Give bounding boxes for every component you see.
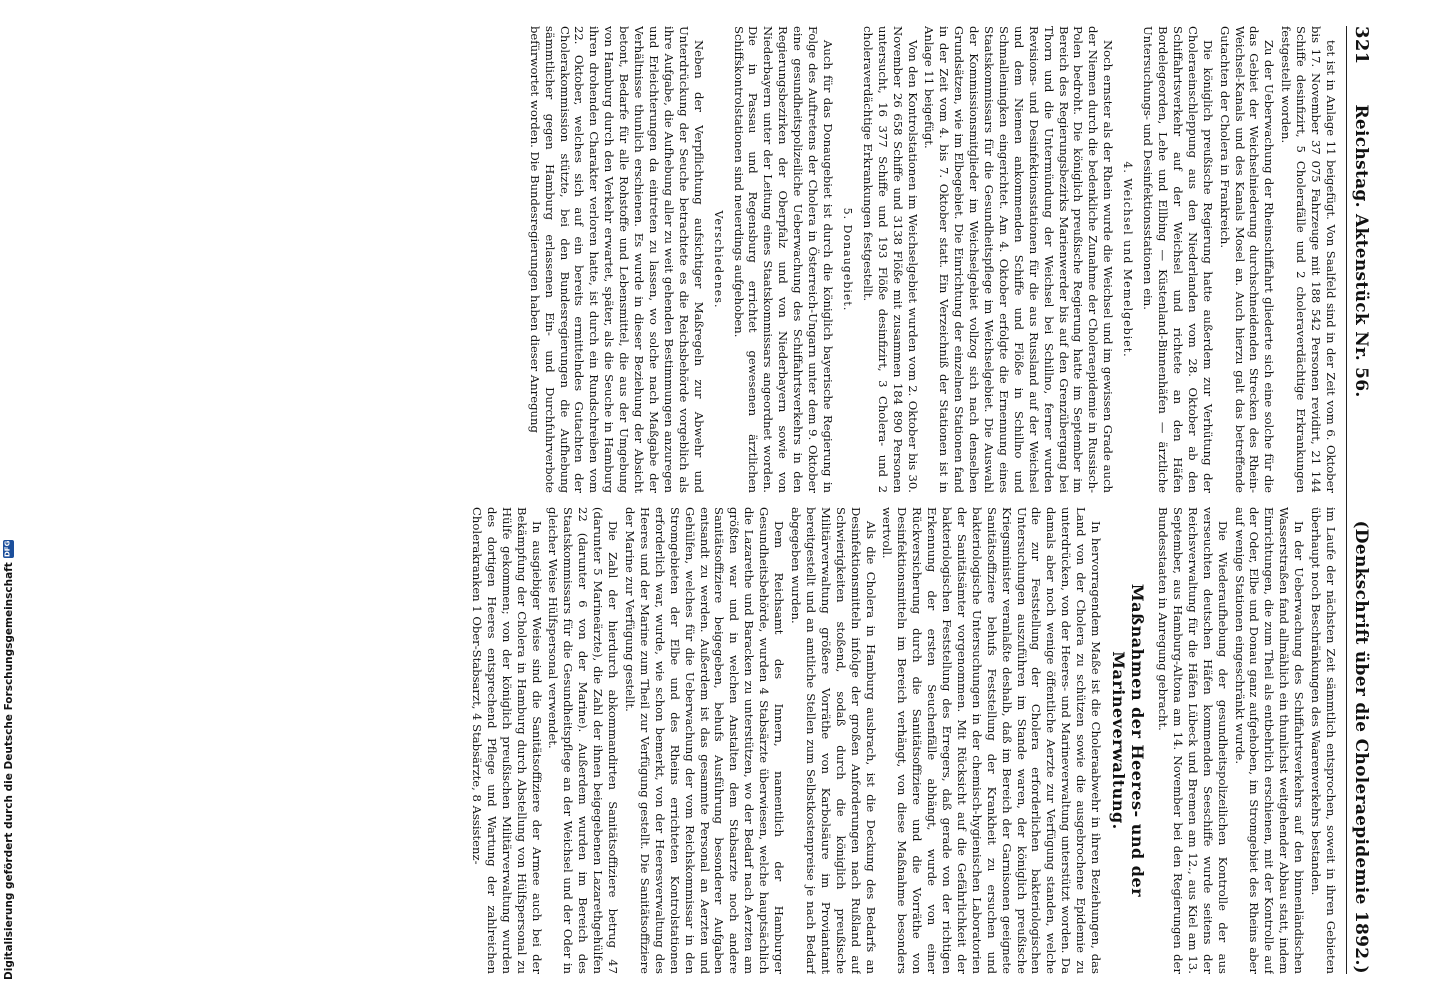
paragraph: Auch für das Donaugebiet ist durch die königlich bayerische Regierung in Folge des Auftretens der Cholera in Österreich-Ungarn unter dem 9. Oktober eine gesundheitspolizeiliche Ueberwachung des Schiffahrtsverkehrs in den Regierungsbezirken der Oberpfalz und von Niederbayern sowie von Niederbayern unter der Leitung eines Staatskommissars angeordnet worden. Die in Passau und Regensburg errichtet gewesenen ärztlichen Schiffskontrolstationen sind neuerdings aufgehoben. (731, 26, 835, 493)
dfg-logo-icon: DFG (4, 540, 15, 558)
paragraph: Neben der Verpflichtung aufsichtiger Maßregeln zur Abwehr und Unterdrückung der Seuche betrachtete es die Reichsbehörde vorgeblich als ihre Aufgabe, die Aufhebung aller zu weit gehenden Bestimmungen anzuregen und Erleichterungen da eintreten zu lassen, wo solche nach Maßgabe der Verhältnisse thunlich erschienen. Es wurde in dieser Beziehung der Absicht betont, Bedarfe für alle Rohstoffe und Lebensmittel, die aus der Umgebung von Hamburg durch den Verkehr erwartet, später, als die Seuche in Hamburg ihren drohenden Charakter verloren hatte, ist durch ein Rundschreiben vom 22. Oktober, welches sich auf ein bereits ermittelndes Gutachten der Cholerakommission stützte, bei den Bundesregierungen die Aufhebung sämmtlicher gegen Hamburg erlassenen Ein- und Durchfuhrverbote befürwortet worden. Die Bundesregierungen haben dieser Anregung (527, 26, 706, 493)
chapter-heading: Maßnahmen der Heeres- und der Marineverwaltung. (1109, 583, 1148, 898)
paragraph: In hervorragendem Maße ist die Choleraabwehr in ihren Beziehungen, das Land von der Cholera zu schützen sowie die ausgebrochene Epidemie zu unterdrücken, von der Heeres- und Marineverwaltung unterstützt worden. Da damals aber noch wenige öffentliche Aerzte zur Verfügung standen, welche die zur Feststellung der Cholera erforderlichen bakteriologischen Untersuchungen auszuführen im Stande waren, der königlich preußische Kriegsminister veranlaßte deshalb, daß im Bereich der Garnisonen geeignete Sanitätsoffiziere behufs Feststellung der Krankheit zu ersuchen und bakteriologische Untersuchungen in der chemisch-hygienischen Laboratorien der Sanitätsämter vorgenommen. Mit Rücksicht auf die Gefährlichkeit der bakteriologischen Feststellung des Erregers, daß gerade von der richtigen Erkennung der ersten Seuchenfälle abhängt, wurde von einer Rückversicherung durch die Sanitätsoffiziere und die Vorräthe von Desinfektionsmitteln im Bereich verhängt, von diese Maßnahme besonders wertvoll. (880, 507, 1104, 974)
page-header (1346, 26, 1372, 974)
paragraph: im Laufe der nächsten Zeit sämmtlich entsprochen, soweit in ihren Gebieten überhaupt noch Beschränkungen des Waarenverkehrs bestanden. (1309, 507, 1338, 974)
paragraph: In der Ueberwachung des Schiffahrtsverkehrs auf den binnenländischen Wasserstraßen fand allmählich ein thunlichst weitgehender Abbau statt, indem Einrichtungen, die zum Theil als entbehrlich erschienen, mit der Kontrolle auf der Oder, Elbe und Donau ganz aufgehoben, im Stromgebiet des Rheins aber auf wenige Stationen eingeschränkt wurde. (1232, 507, 1307, 974)
paragraph: In ausgiebiger Weise sind die Sanitätsoffiziere der Armee auch bei der Bekämpfung der Cholera in Hamburg durch Abstellung von Hülfspersonal zu Hülfe gekommen; von der königlich preußischen Militärverwaltung wurden des dortigen Heeres entsprechend Pflege und Wartung der zahlreichen Cholerakranken 1 Ober-Stabsarzt, 4 Stabsärzte, 8 Assistenz- (469, 507, 544, 974)
document-subject: (Denkschrift über die Choleraepidemie 1892.) (1351, 520, 1371, 974)
paragraph: Noch ernster als der Rhein wurde die Weichsel und im gewissen Grade auch der Niemen durch die bedenkliche Zunahme der Choleraepidemie in Russisch-Polen bedroht. Die königlich preußische Regierung hatte im September im Bereich des Regierungsbezirks Marienwerder bis auf den Grenzübergang bei Thorn und die Untermündung der Weichsel bei Schillno, ferner wurden Revisions- und Desinfektionsstationen für die aus Russland auf der Weichsel und dem Niemen ankommenden Schiffe und Flöße in Schillno und Schmalleningken eingerichtet. Am 4. Oktober erfolgte die Ernennung eines Staatskommissars für die Gesundheitspflege im Weichselgebiet. Die Auswahl der Kommissionsmitglieder im Weichselgebiet vollzog sich nach denselben Grundsätzen, wie im Elbegebiet. Die Einrichtung der einzelnen Stationen fand in der Zeit vom 4. bis 7. Oktober statt. Ein Verzeichniß der Stationen ist in Anlage 11 beigefügt. (922, 26, 1116, 493)
paragraph: Die Wiederaufhebung der gesundheitspolizeilichen Kontrolle der aus verseuchten deutschen Häfen kommenden Seeschiffe wurde seitens der Reichsverwaltung für die Häfen Lübeck und Bremen am 12., aus Kiel am 13. September, aus Hamburg-Altona am 14. November bei den Regierungen der Bundesstaaten in Anregung gebracht. (1156, 507, 1230, 974)
paragraph: Die königlich preußische Regierung hatte außerdem zur Verhütung der Choleraeinschleppung aus den Niederlanden vom 28. Oktober ab den Schiffahrtsverkehr auf der Weichsel und richtete an den Häfen Bordelegeorden, Lehe und Ellbing — Küstenland-Binnenhäfen — ärztliche Untersuchungs- und Desinfektionsstationen ein. (1141, 26, 1215, 493)
page-number: 321 (1351, 26, 1372, 65)
section-heading: Verschiedenes. (711, 210, 725, 309)
digitization-credit (2, 340, 16, 980)
paragraph: Als die Cholera in Hamburg ausbrach, ist die Deckung des Bedarfs an Desinfektionsmitteln infolge der großen Anforderungen nach Rußland auf Schwierigkeiten stoßend, sodaß durch die königlich preußische Militärverwaltung größere Vorräthe von Karbolsäure im Proviantamt bereitgestellt und an amtliche Stellen zum Selbstkostenpreise je nach Bedarf abgegeben wurden. (789, 507, 878, 974)
credit-text: Digitalisierung gefördert durch die Deutsche Forschungsgemeinschaft (3, 562, 15, 980)
running-title: Reichstag. Aktenstück Nr. 56. (1351, 104, 1371, 398)
paragraph: Die Zahl der hierdurch abkommandirten Sanitätsoffiziere betrug 47 (darunter 5 Marineärzte), die Zahl der ihnen beigegebenen Lazarethgehülfen 22 (darunter 6 von der Marine). Außerdem wurden im Bereich des Staatskommissars für die Gesundheitspflege an der Weichsel und der Oder in gleicher Weise Hülfspersonal verwendet. (546, 507, 621, 974)
paragraph: Dem Reichsamt des Innern, namentlich der Hamburger Gesundheitsbehörde, wurden 4 Stabsärzte überwiesen, welche hauptsächlich die Lazarethe und Baracken zu unterstützen, wo der Bedarf nach Aerzten am größten war und in welchen Anstalten dem Stabsarzte noch andere Sanitätsoffiziere beigegeben, behufs Ausführung besonderer Aufgaben entsandt zu werden. Außerdem ist das gesammte Personal an Aerzten und Gehülfen, welches für die Ueberwachung der vom Reichskommissar in den Stromgebieten der Elbe und des Rheins errichteten Kontrolstationen erforderlich war, wurde, wie schon bemerkt, von der Heeresverwaltung des Heeres und der Marine zum Theil zur Verfügung gestellt. Die Sanitätsoffiziere der Marine zur Verfügung gestellt. (623, 507, 787, 974)
text-column-right (28, 507, 1338, 974)
paragraph: Zu der Ueberwachung der Rheinschiffahrt gliederte sich eine solche für die das Gebiet der Weichselniederung durchschneidenden Strecken des Rhein-Weichsel-Kanals und des Kanals Mosel an. Auch hierzu galt das betreffende Gutachten der Cholera in Frankreich. (1217, 26, 1277, 493)
section-heading: 5. Donaugebiet. (840, 207, 854, 312)
text-columns (28, 26, 1338, 974)
paragraph: tet ist in Anlage 11 beigefügt. Von Saalfeld sind in der Zeit vom 6. Oktober bis 17. November 37 075 Fahrzeuge mit 188 542 Personen revidirt, 21 144 Schiffe desinfizirt, 5 Cholerafälle und 2 choleraverdächtige Erkrankungen festgestellt worden. (1279, 26, 1338, 493)
section-heading: 4. Weichsel und Memelgebiet. (1121, 161, 1135, 358)
paragraph: Von den Kontrolstationen im Weichselgebiet wurden vom 2. Oktober bis 30. November 26 658 Schiffe und 3138 Flöße mit zusammen 184 890 Personen untersucht, 16 377 Schiffe und 193 Flöße desinfizirt, 3 Cholera- und 2 choleraverdächtige Erkrankungen festgestellt. (860, 26, 920, 493)
text-column-left (28, 26, 1338, 493)
